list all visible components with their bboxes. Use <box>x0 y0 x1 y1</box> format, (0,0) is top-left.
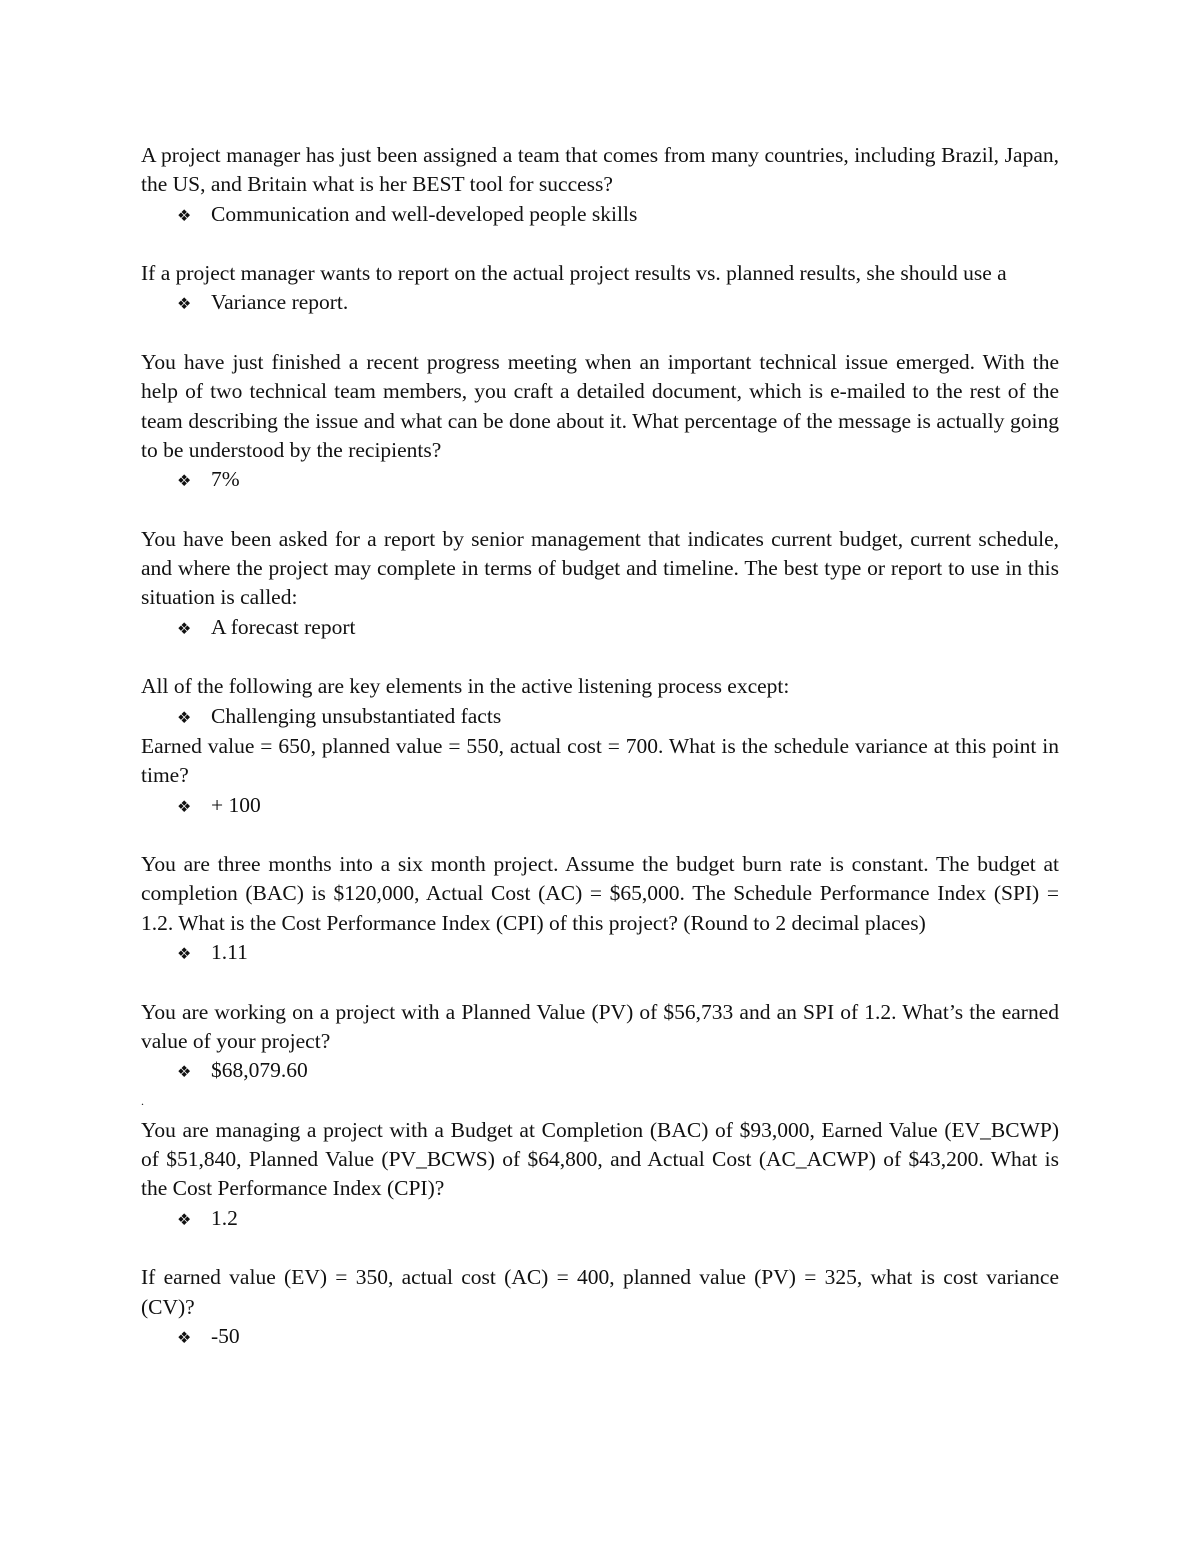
stray-period: . <box>141 1093 144 1108</box>
answer-text: 1.2 <box>211 1205 238 1230</box>
answer-text: A forecast report <box>211 614 356 639</box>
paragraph-gap <box>141 319 1059 348</box>
answer-item <box>141 938 1059 968</box>
question-text: You are managing a project with a Budget at Completion (BAC) of $93,000, Earned Value (EV_BCWP) of $51,840, Planned Value (PV_BCWS) of $64,800, and Actual Cost (AC_ACWP) of $43,200. What is the Cost Performance Index (CPI)? <box>141 1117 1059 1201</box>
question-text: You have just finished a recent progress meeting when an important technical issue emerged. With the help of two technical team members, you craft a detailed document, which is e-mailed to the rest of the team describing the issue and what can be done about it. What percentage of the message is actually going to be understood by the recipients? <box>141 350 1059 462</box>
diamond-bullet-icon: ❖ <box>177 796 192 816</box>
answer-item <box>141 465 1059 495</box>
paragraph-gap <box>141 968 1059 997</box>
diamond-bullet-icon: ❖ <box>177 707 192 727</box>
question-text: You are working on a project with a Planned Value (PV) of $56,733 and an SPI of 1.2. What’s the earned value of your project? <box>141 999 1059 1053</box>
diamond-bullet-icon: ❖ <box>177 1209 192 1229</box>
answer-text: Communication and well-developed people skills <box>211 201 638 226</box>
paragraph-gap <box>141 643 1059 672</box>
diamond-bullet-icon: ❖ <box>177 471 192 491</box>
answer-item <box>141 288 1059 318</box>
question-text: You have been asked for a report by senior management that indicates current budget, current schedule, and where the project may complete in terms of budget and timeline. The best type or report to use in this situation is called: <box>141 526 1059 610</box>
diamond-bullet-icon: ❖ <box>177 1327 192 1347</box>
question-text: Earned value = 650, planned value = 550, actual cost = 700. What is the schedule variance at this point in time? <box>141 733 1059 788</box>
question-text: You are three months into a six month project. Assume the budget burn rate is constant. The budget at completion (BAC) is $120,000, Actual Cost (AC) = $65,000. The Schedule Performance Index (SPI) = 1.2. What is the Cost Performance Index (CPI) of this project? (Round to 2 decimal places) <box>141 852 1059 935</box>
document-page <box>141 141 1059 1352</box>
question-text: All of the following are key elements in the active listening process except: <box>141 674 790 699</box>
answer-item <box>141 1322 1059 1352</box>
paragraph-gap <box>141 230 1059 259</box>
answer-text: Challenging unsubstantiated facts <box>211 703 502 728</box>
answer-text: + 100 <box>211 792 261 817</box>
answer-item <box>141 791 1059 821</box>
answer-text: $68,079.60 <box>211 1058 308 1083</box>
diamond-bullet-icon: ❖ <box>177 205 192 225</box>
answer-text: 7% <box>211 467 240 492</box>
question-text: If a project manager wants to report on the actual project results vs. planned results, she should use a <box>141 261 1007 286</box>
answer-item <box>141 1056 1059 1086</box>
diamond-bullet-icon: ❖ <box>177 1062 192 1082</box>
paragraph-gap <box>141 821 1059 850</box>
paragraph-gap <box>141 496 1059 525</box>
answer-text: 1.11 <box>211 940 248 965</box>
question-text: If earned value (EV) = 350, actual cost (AC) = 400, planned value (PV) = 325, what is cost variance (CV)? <box>141 1265 1059 1319</box>
paragraph-gap <box>141 1234 1059 1263</box>
answer-text: Variance report. <box>211 290 349 315</box>
answer-item <box>141 702 1059 732</box>
answer-item <box>141 1204 1059 1234</box>
diamond-bullet-icon: ❖ <box>177 294 192 314</box>
diamond-bullet-icon: ❖ <box>177 944 192 964</box>
diamond-bullet-icon: ❖ <box>177 618 192 638</box>
answer-item <box>141 200 1059 230</box>
answer-item <box>141 613 1059 643</box>
answer-text: -50 <box>211 1323 240 1348</box>
question-text: A project manager has just been assigned a team that comes from many countries, including Brazil, Japan, the US, and Britain what is her BEST tool for success? <box>141 143 1059 197</box>
